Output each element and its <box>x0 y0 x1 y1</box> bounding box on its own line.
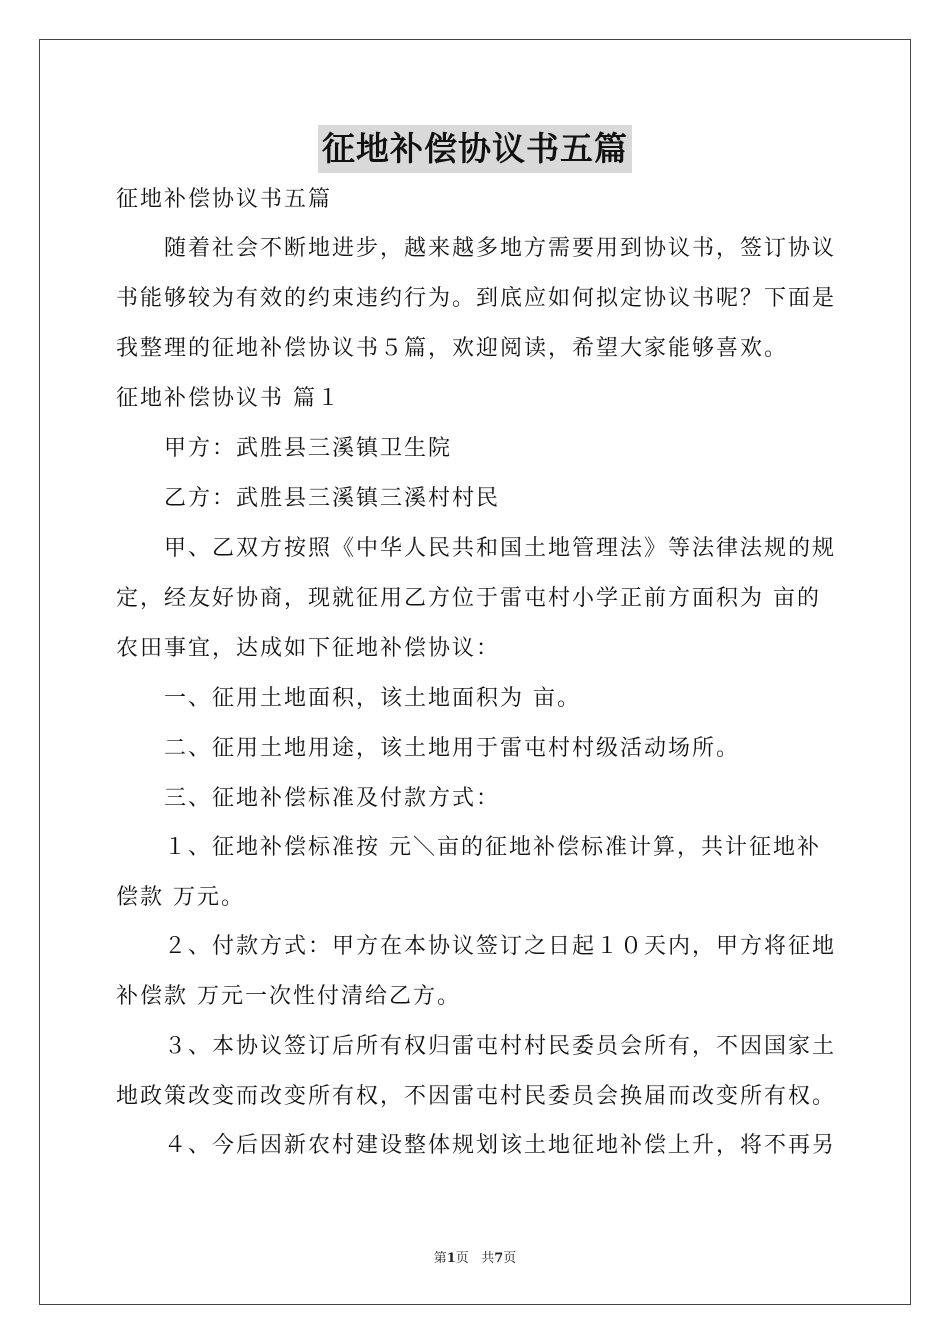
item-4-line-1: ４、今后因新农村建设整体规划该土地征地补偿上升，将不再另 <box>164 1133 837 1158</box>
item-1-line-1: １、征地补偿标准按 元＼亩的征地补偿标准计算，共计征地补 <box>164 835 821 860</box>
party-b: 乙方：武胜县三溪镇三溪村村民 <box>164 486 501 511</box>
page-number: 1 <box>446 1251 456 1266</box>
total-suffix: 页 <box>503 1251 517 1266</box>
item-1-line-2: 偿款 万元。 <box>116 885 245 910</box>
preamble-line-1: 甲、乙双方按照《中华人民共和国土地管理法》等法律法规的规 <box>164 536 837 561</box>
preamble-line-2: 定，经友好协商，现就征用乙方位于雷屯村小学正前方面积为 亩的 <box>116 586 821 611</box>
total-prefix: 共 <box>481 1251 495 1266</box>
clause-1: 一、征用土地面积，该土地面积为 亩。 <box>164 686 581 711</box>
item-2-line-2: 补偿款 万元一次性付清给乙方。 <box>116 984 461 1009</box>
section-heading: 征地补偿协议书 篇１ <box>116 386 341 411</box>
subtitle: 征地补偿协议书五篇 <box>116 187 333 212</box>
intro-line-2: 书能够较为有效的约束违约行为。到底应如何拟定协议书呢？下面是 <box>116 286 837 311</box>
party-a: 甲方：武胜县三溪镇卫生院 <box>164 436 453 461</box>
document-title: 征地补偿协议书五篇 <box>318 125 632 173</box>
intro-line-1: 随着社会不断地进步，越来越多地方需要用到协议书，签订协议 <box>164 236 837 261</box>
item-3-line-2: 地政策改变而改变所有权，不因雷屯村民委员会换届而改变所有权。 <box>116 1084 837 1109</box>
clause-2: 二、征用土地用途，该土地用于雷屯村村级活动场所。 <box>164 736 741 761</box>
item-2-line-1: ２、付款方式：甲方在本协议签订之日起１０天内，甲方将征地 <box>164 934 837 959</box>
intro-line-3: 我整理的征地补偿协议书５篇，欢迎阅读，希望大家能够喜欢。 <box>116 336 789 361</box>
page-footer <box>0 1247 950 1266</box>
total-pages: 7 <box>494 1251 504 1266</box>
title-block <box>0 125 950 173</box>
preamble-line-3: 农田事宜，达成如下征地补偿协议： <box>116 636 501 661</box>
page-border <box>39 39 911 1305</box>
page-prefix: 第 <box>433 1251 447 1266</box>
page-suffix: 页 <box>455 1251 469 1266</box>
item-3-line-1: ３、本协议签订后所有权归雷屯村村民委员会所有，不因国家土 <box>164 1034 837 1059</box>
clause-3: 三、征地补偿标准及付款方式： <box>164 786 501 811</box>
